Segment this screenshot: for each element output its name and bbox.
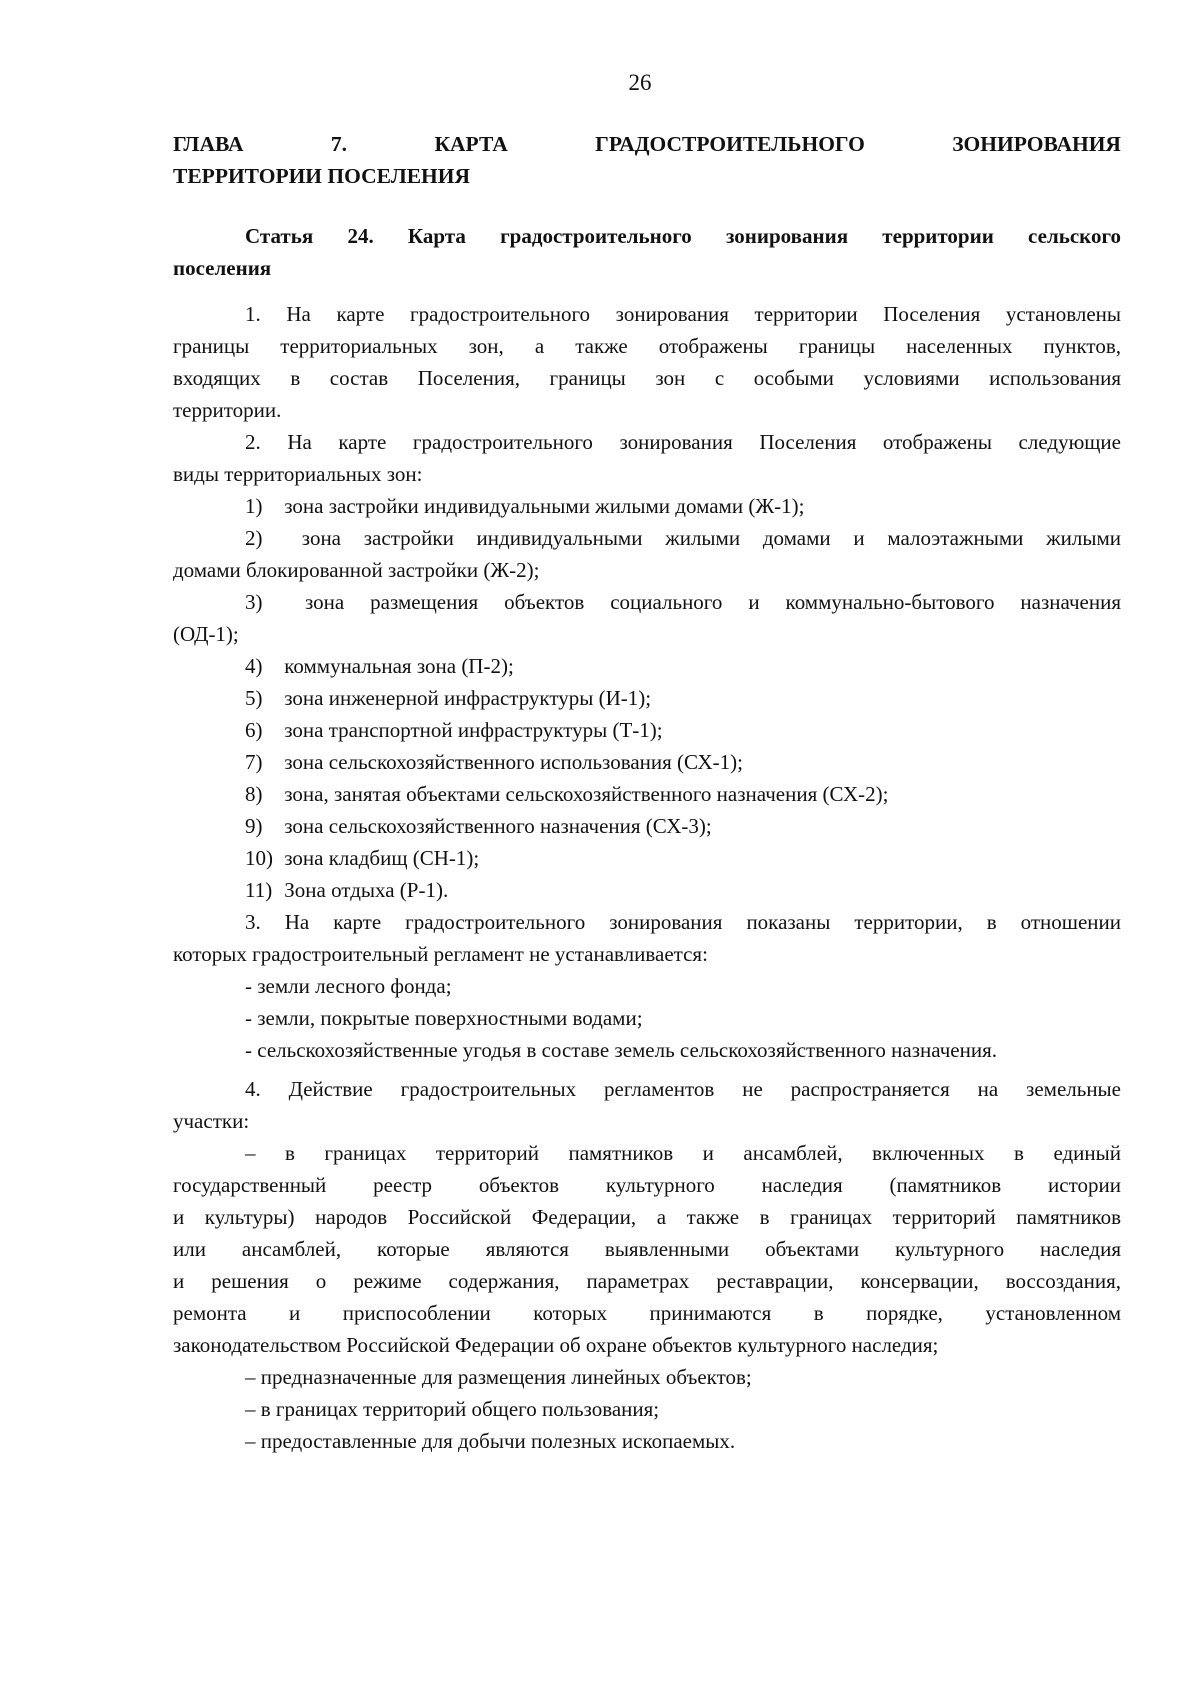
- dash-item: – предназначенные для размещения линейных объектов;: [245, 1365, 752, 1389]
- chapter-heading-line-1: [173, 128, 1121, 160]
- list-item: [173, 874, 1121, 906]
- paragraph-1-line: территории.: [173, 398, 282, 422]
- dash-item-line: ремонта и приспособлении которых принимаются в порядке, установленном: [173, 1301, 1121, 1325]
- chapter-heading: [173, 128, 1121, 192]
- list-item-number: 3): [245, 590, 263, 614]
- list-item-number: 4): [245, 654, 263, 678]
- paragraph-2-line: 2. На карте градостроительного зонирования Поселения отображены следующие: [245, 430, 1121, 454]
- chapter-word: 7.: [330, 132, 348, 156]
- paragraph-1-line: 1. На карте градостроительного зонирования территории Поселения установлены: [245, 302, 1121, 326]
- paragraph-2-line: виды территориальных зон:: [173, 462, 423, 486]
- list-item-text: зона застройки индивидуальными жилыми домами (Ж-1);: [284, 494, 805, 518]
- page-number: 26: [628, 70, 652, 95]
- list-item-text: Зона отдыха (Р-1).: [284, 878, 449, 902]
- list-item: [173, 650, 1121, 682]
- chapter-heading-line-2: ТЕРРИТОРИИ ПОСЕЛЕНИЯ: [173, 164, 471, 188]
- list-item-text: зона кладбищ (СН-1);: [284, 846, 480, 870]
- article-heading-line-2: поселения: [173, 256, 272, 280]
- paragraph-4-line: участки:: [173, 1109, 250, 1133]
- list-item-text: коммунальная зона (П-2);: [284, 654, 514, 678]
- list-item: [173, 714, 1121, 746]
- list-item-text: зона сельскохозяйственного назначения (СХ-3);: [284, 814, 712, 838]
- paragraph-4-line: 4. Действие градостроительных регламентов не распространяется на земельные: [245, 1077, 1121, 1101]
- list-item-text: зона инженерной инфраструктуры (И-1);: [284, 686, 652, 710]
- list-item-continuation: домами блокированной застройки (Ж-2);: [173, 558, 540, 582]
- chapter-word: ГРАДОСТРОИТЕЛЬНОГО: [595, 132, 865, 156]
- list-item-continuation: (ОД-1);: [173, 622, 239, 646]
- list-item-number: 10): [245, 846, 273, 870]
- bullet-item: - сельскохозяйственные угодья в составе земель сельскохозяйственного назначения.: [245, 1038, 997, 1062]
- bullet-item: - земли лесного фонда;: [245, 974, 452, 998]
- dash-item-line: или ансамблей, которые являются выявленными объектами культурного наследия: [173, 1237, 1121, 1261]
- dash-item-line: – в границах территорий памятников и ансамблей, включенных в единый: [245, 1141, 1121, 1165]
- list-item: [173, 682, 1121, 714]
- dash-item-line: государственный реестр объектов культурного наследия (памятников истории: [173, 1173, 1121, 1197]
- list-item-text: зона, занятая объектами сельскохозяйственного назначения (СХ-2);: [284, 782, 889, 806]
- list-item-number: 6): [245, 718, 263, 742]
- bullet-item: - земли, покрытые поверхностными водами;: [245, 1006, 643, 1030]
- list-item-text: зона застройки индивидуальными жилыми домами и малоэтажными жилыми: [301, 526, 1122, 550]
- list-item-text: зона сельскохозяйственного использования (СХ-1);: [284, 750, 743, 774]
- dash-item-line: законодательством Российской Федерации об охране объектов культурного наследия;: [173, 1333, 939, 1357]
- dash-item-line: и решения о режиме содержания, параметрах реставрации, консервации, воссоздания,: [173, 1269, 1121, 1293]
- chapter-word: ГЛАВА: [173, 132, 244, 156]
- list-item-number: 7): [245, 750, 263, 774]
- paragraph-3-line: которых градостроительный регламент не устанавливается:: [173, 942, 708, 966]
- list-item-text: зона размещения объектов социального и коммунально-бытового назначения: [304, 590, 1122, 614]
- dash-item-line: и культуры) народов Российской Федерации, а также в границах территорий памятников: [173, 1205, 1121, 1229]
- list-item-number: 9): [245, 814, 263, 838]
- list-item: [173, 586, 1121, 618]
- list-item: [173, 746, 1121, 778]
- list-item: [173, 778, 1121, 810]
- list-item-text: зона транспортной инфраструктуры (Т-1);: [284, 718, 663, 742]
- list-item-number: 1): [245, 494, 263, 518]
- list-item-number: 5): [245, 686, 263, 710]
- chapter-word: КАРТА: [434, 132, 508, 156]
- dash-item: – в границах территорий общего пользования;: [245, 1397, 660, 1421]
- paragraph-3-line: 3. На карте градостроительного зонирования показаны территории, в отношении: [245, 910, 1121, 934]
- article-body: [173, 298, 1121, 1457]
- list-item: [173, 842, 1121, 874]
- list-item-number: 2): [245, 526, 263, 550]
- chapter-word: ЗОНИРОВАНИЯ: [952, 132, 1121, 156]
- list-item-number: 8): [245, 782, 263, 806]
- paragraph-1-line: границы территориальных зон, а также отображены границы населенных пунктов,: [173, 334, 1121, 358]
- dash-item: – предоставленные для добычи полезных ископаемых.: [245, 1429, 736, 1453]
- paragraph-1-line: входящих в состав Поселения, границы зон с особыми условиями использования: [173, 366, 1121, 390]
- article-heading-line-1: Статья 24. Карта градостроительного зонирования территории сельского: [245, 224, 1121, 248]
- list-item-number: 11): [245, 878, 273, 902]
- spacer: [173, 1066, 1121, 1073]
- list-item: [173, 490, 1121, 522]
- list-item: [173, 522, 1121, 554]
- article-heading: [173, 220, 1121, 284]
- list-item: [173, 810, 1121, 842]
